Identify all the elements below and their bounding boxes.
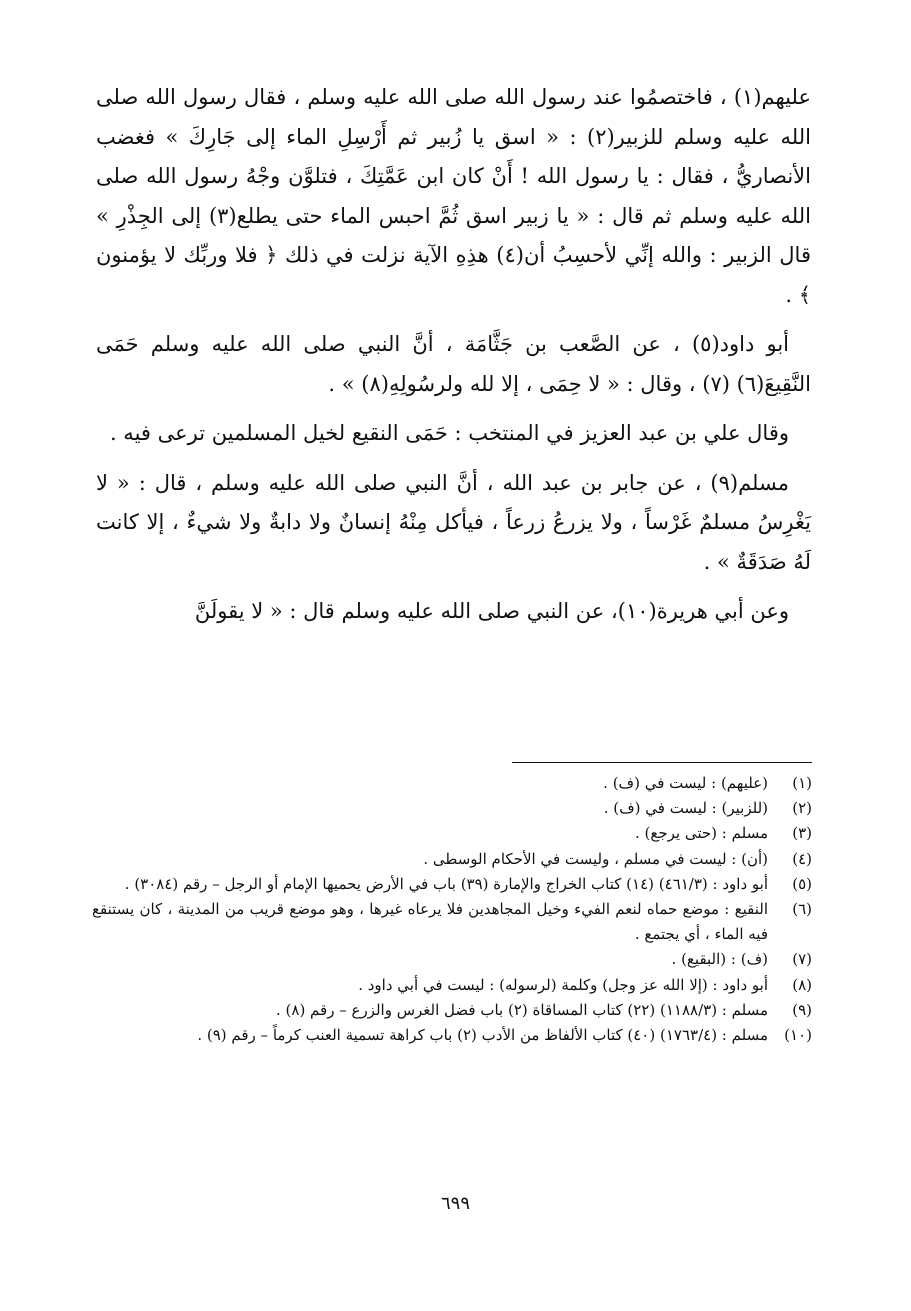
paragraph: وعن أبي هريرة(١٠)، عن النبي صلى الله عليه وسلم قال : « لا يقولَنَّ	[194, 599, 789, 623]
footnote-text: (أن) : ليست في مسلم ، وليست في الأحكام الوسطى .	[423, 849, 768, 868]
footnote	[92, 796, 812, 821]
footnote-text: (للزبير) : ليست في (ف) .	[603, 799, 768, 818]
footnote	[92, 947, 812, 972]
footnote	[92, 771, 812, 796]
page-number: ٦٩٩	[440, 1193, 470, 1214]
footnote	[92, 847, 812, 872]
footnote	[92, 897, 812, 947]
footnote-number: (٨)	[792, 975, 812, 994]
main-text	[96, 78, 811, 642]
paragraph: أبو داود(٥) ، عن الصَّعب بن جَثَّامَة ، أنَّ النبي صلى الله عليه وسلم حَمَى النَّقِيعَ(٦) (٧) ، وقال : « لا حِمَى ، إلا لله ولرسُولِهِ(٨) » .	[96, 332, 811, 396]
footnote-text: أبو داود : (٤٦١/٣) (١٤) كتاب الخراج والإمارة (٣٩) باب في الأرض يحميها الإمام أو الرجل – رقم (٣٠٨٤) .	[124, 874, 768, 893]
footnote	[92, 821, 812, 846]
footnote-number: (١)	[792, 774, 812, 792]
footnote-text: مسلم : (حتى يرجع) .	[635, 824, 768, 843]
footnote-number: (٢)	[792, 799, 812, 818]
footnote-number: (٣)	[792, 824, 812, 843]
footnotes	[92, 771, 812, 1048]
footnote-text: أبو داود : (إلا الله عز وجل) وكلمة (لرسوله) : ليست في أبي داود .	[358, 975, 768, 994]
paragraph: مسلم(٩) ، عن جابر بن عبد الله ، أنَّ النبي صلى الله عليه وسلم ، قال : « لا يَغْرِسُ مسلمٌ غَرْساً ، ولا يزرعُ زرعاً ، فيأكل مِنْهُ إنسانٌ ولا دابةٌ ولا شيءٌ ، إلا كانت لَهُ صَدَقَةٌ » .	[96, 470, 811, 574]
footnote-number: (٤)	[792, 849, 812, 868]
footnote-number: (٥)	[792, 874, 812, 893]
paragraph: وقال علي بن عبد العزيز في المنتخب : حَمَى النقيع لخيل المسلمين ترعى فيه .	[109, 421, 789, 445]
paragraph: عليهم(١) ، فاختصمُوا عند رسول الله صلى الله عليه وسلم ، فقال رسول الله صلى الله عليه وسلم للزبير(٢) : « اسق يا زُبير ثم أَرْسِلِ الماء إلى جَارِكَ » فغضب الأنصاريُّ ، فقال : يا رسول الله ! أَنْ كان ابن عَمَّتِكَ ، فتلوَّن وجْهُ رسول الله صلى الله عليه وسلم ثم قال : « يا زبير اسق ثُمَّ احبس الماء حتى يطلع(٣) إلى الجِذْرِ » قال الزبير : والله إنِّي لأحسِبُ أن(٤) هذِهِ الآية نزلت في ذلك ﴿ فلا وربِّك لا يؤمنون ﴾ .	[96, 85, 811, 307]
footnote-number: (٦)	[792, 900, 812, 919]
footnote-text: (عليهم) : ليست في (ف) .	[603, 774, 768, 792]
footnote	[92, 872, 812, 897]
footnote-text: مسلم : (١٧٦٣/٤) (٤٠) كتاب الألفاظ من الأدب (٢) باب كراهة تسمية العنب كرماً – رقم (٩) .	[197, 1026, 768, 1045]
footnote-number: (٧)	[792, 950, 812, 969]
footnote-number: (١٠)	[784, 1026, 812, 1045]
footnote	[92, 973, 812, 998]
footnote	[92, 1023, 812, 1048]
footnote-text: (ف) : (البقيع) .	[671, 950, 768, 969]
footnote	[92, 998, 812, 1023]
footnote-divider	[512, 762, 812, 763]
footnote-text: مسلم : (١١٨٨/٣) (٢٢) كتاب المساقاة (٢) باب فضل الغرس والزرع – رقم (٨) .	[275, 1000, 768, 1019]
footnote-text: النقيع : موضع حماه لنعم الفيء وخيل المجاهدين فلا يرعاه غيرها ، وهو موضع قريب من المدينة ، كان يستنقع فيه الماء ، أي يجتمع .	[92, 900, 768, 944]
footnote-number: (٩)	[792, 1000, 812, 1019]
